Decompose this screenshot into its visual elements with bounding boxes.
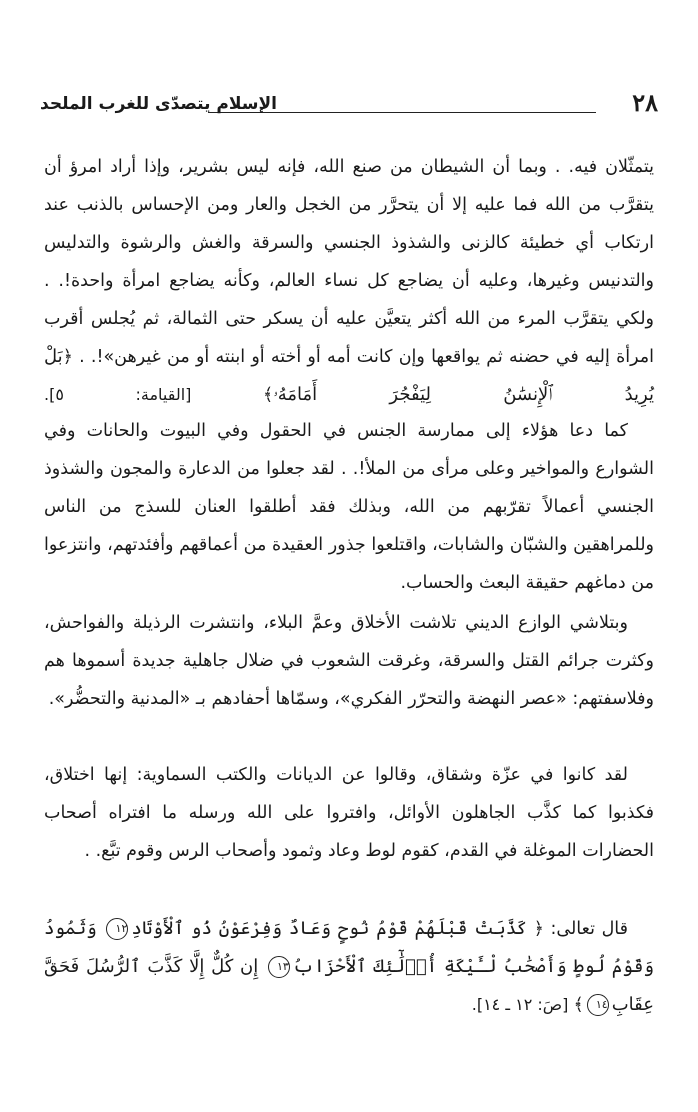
- quran-bracket-close: ﴾: [263, 385, 274, 405]
- verse-number-12: ١٢: [106, 918, 128, 940]
- paragraph-3-text: وبتلاشي الوازع الديني تلاشت الأخلاق وعمَّ البلاء، وانتشرت الرذيلة والفواحش، وكثرت جرائم القتل والسرقة، وغرقت الشعوب في ضلال جاهلية جديدة أسموها هم وفلاسفتهم: «عصر النهضة والتحرّر الفكري»، وسمّاها أحفادهم بـ «المدنية والتحضُّر».: [44, 613, 654, 709]
- paragraph-5: [44, 910, 654, 1024]
- paragraph-4: [44, 756, 654, 870]
- quran-verse: بَلْ يُرِيدُ ٱلْإِنسَٰنُ لِيَفْجُرَ أَمَامَهُۥ: [44, 346, 654, 405]
- paragraph-1: [44, 148, 654, 414]
- paragraph-2: [44, 412, 654, 602]
- quran-bracket-open: ﴿: [533, 919, 544, 939]
- paragraph-3: [44, 604, 654, 718]
- paragraph-1-text: يتمثّلان فيه. . وبما أن الشيطان من صنع الله، فإنه ليس بشرير، وإذا أراد امرؤ أن يتقرَّب من الله فما عليه إلا أن يتحرَّر من الخجل والعار ومن الإحساس بالذنب عند ارتكاب أي خطيئة كالزنى والشذوذ الجنسي والسرقة والغش والرشوة والتدليس والتدنيس وغيرها، وعليه أن يضاجع كل نساء العالم، وكأنه يضاجع امرأة واحدة!. . ولكي يتقرَّب المرء من الله أكثر يتعيَّن عليه أن يسكر حتى الثمالة، ثم يُجلس أقرب امرأة إليه في حضنه ثم يواقعها وإن كانت أمه أو أخته أو ابنته أو من غيرهن»!. .: [44, 157, 654, 367]
- verse-number-14: ١٤: [587, 994, 609, 1016]
- quran-bracket-open: ﴿: [62, 347, 73, 367]
- verse-number-13: ١٣: [268, 956, 290, 978]
- paragraph-4-text: لقد كانوا في عزّة وشقاق، وقالوا عن الديانات والكتب السماوية: إنها اختلاق، فكذبوا كما كذَّب الجاهلون الأوائل، وافتروا على الله ورسله ما افتراه أصحاب الحضارات الموغلة في القدم، كقوم لوط وعاد وثمود وأصحاب الرس وقوم تبَّع. .: [44, 765, 654, 861]
- paragraph-2-text: كما دعا هؤلاء إلى ممارسة الجنس في الحقول وفي البيوت والحانات وفي الشوارع والمواخير وعلى مرأى من الملأ!. . لقد جعلوا من الدعارة والمجون والشذوذ الجنسي أعمالاً تقرّبهم من الله، وبذلك فقد أطلقوا العنان للسذج من الناس وللمراهقين والشبّان والشابات، واقتلعوا جذور العقيدة من أعماقهم وأفئدتهم، وانتزعوا من دماغهم حقيقة البعث والحساب.: [44, 421, 654, 593]
- page-header: [40, 88, 658, 122]
- quran-bracket-close: ﴾: [573, 995, 584, 1015]
- ayah-12: كَذَّبَتْ قَبْلَهُمْ قَوْمُ نُوحٍ وَعَادٌ وَفِرْعَوْنُ ذُو ٱلْأَوْتَادِ: [131, 918, 527, 939]
- quran-intro: قال تعالى:: [543, 919, 628, 939]
- ayah-13: وَثَمُودُ وَقَوْمُ لُوطٍ وَأَصْحَٰبُ لْـَٔيْكَةِ أُو۟لَٰٓئِكَ ٱلْأَحْزَابُ: [44, 918, 654, 977]
- page-number: ٢٨: [632, 88, 658, 117]
- verse-reference: [القيامة: ٥].: [44, 385, 263, 404]
- verse-reference: [صَ: ١٢ ـ ١٤].: [471, 995, 574, 1014]
- ayah-14: إِن كُلٌّ إِلَّا كَذَّبَ ٱلرُّسُلَ فَحَقَّ عِقَابِ: [44, 956, 654, 1015]
- running-title: الإسلام يتصدّى للغرب الملحد: [40, 94, 277, 114]
